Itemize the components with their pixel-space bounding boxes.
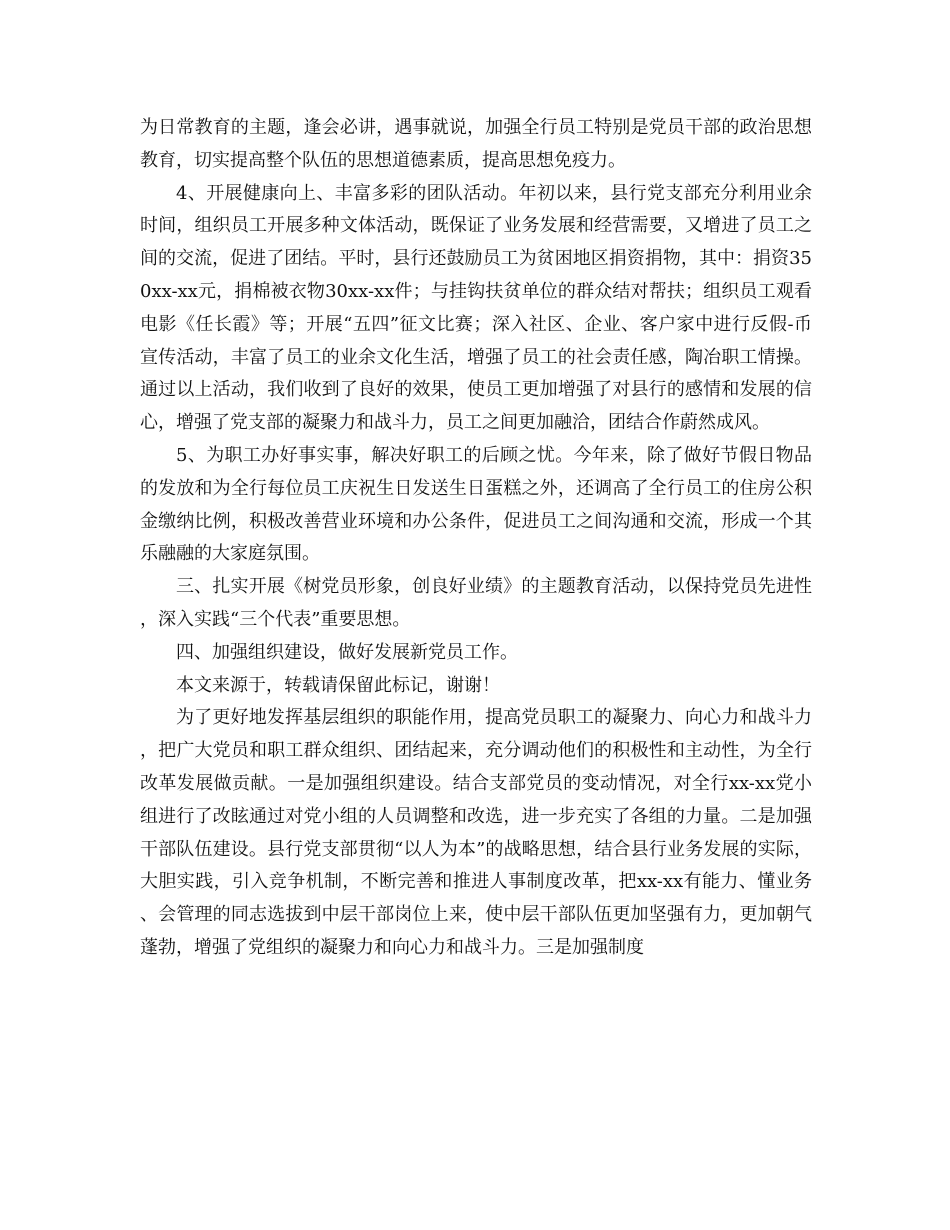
paragraph-3: 5、为职工办好事实事，解决好职工的后顾之忧。今年来，除了做好节假日物品的发放和为全行每位员工庆祝生日发送生日蛋糕之外，还调高了全行员工的住房公积金缴纳比例，积极改善营业环境和办公条件，促进员工之间沟通和交流，形成一个其乐融融的大家庭氛围。	[140, 444, 812, 565]
paragraph-1: 为日常教育的主题，逢会必讲，遇事就说，加强全行员工特别是党员干部的政治思想教育，切实提高整个队伍的思想道德素质，提高思想免疫力。	[140, 117, 812, 171]
paragraph-7: 为了更好地发挥基层组织的职能作用，提高党员职工的凝聚力、向心力和战斗力，把广大党员和职工群众组织、团结起来，充分调动他们的积极性和主动性，为全行改革发展做贡献。一是加强组织建设。结合支部党员的变动情况，对全行xx-xx党小组进行了改眩通过对党小组的人员调整和改选，进一步充实了各组的力量。二是加强干部队伍建设。县行党支部贯彻“以人为本”的战略思想，结合县行业务发展的实际，大胆实践，引入竞争机制，不断完善和推进人事制度改革，把xx-xx有能力、懂业务、会管理的同志选拔到中层干部岗位上来，使中层干部队伍更加坚强有力，更加朝气蓬勃，增强了党组织的凝聚力和向心力和战斗力。三是加强制度	[140, 707, 812, 958]
paragraph-6: 本文来源于，转载请保留此标记，谢谢！	[176, 674, 500, 696]
document-page	[140, 112, 812, 965]
paragraph-5: 四、加强组织建设，做好发展新党员工作。	[176, 641, 518, 663]
paragraph-4: 三、扎实开展《树党员形象，创良好业绩》的主题教育活动，以保持党员先进性，深入实践“三个代表”重要思想。	[140, 576, 812, 630]
paragraph-2: 4、开展健康向上、丰富多彩的团队活动。年初以来，县行党支部充分利用业余时间，组织员工开展多种文体活动，既保证了业务发展和经营需要，又增进了员工之间的交流，促进了团结。平时，县行还鼓励员工为贫困地区捐资捐物，其中：捐资350xx-xx元，捐棉被衣物30xx-xx件；与挂钩扶贫单位的群众结对帮扶；组织员工观看电影《任长霞》等；开展“五四”征文比赛；深入社区、企业、客户家中进行反假-币宣传活动，丰富了员工的业余文化生活，增强了员工的社会责任感，陶冶职工情操。通过以上活动，我们收到了良好的效果，使员工更加增强了对县行的感情和发展的信心，增强了党支部的凝聚力和战斗力，员工之间更加融洽，团结合作蔚然成风。	[140, 182, 812, 434]
